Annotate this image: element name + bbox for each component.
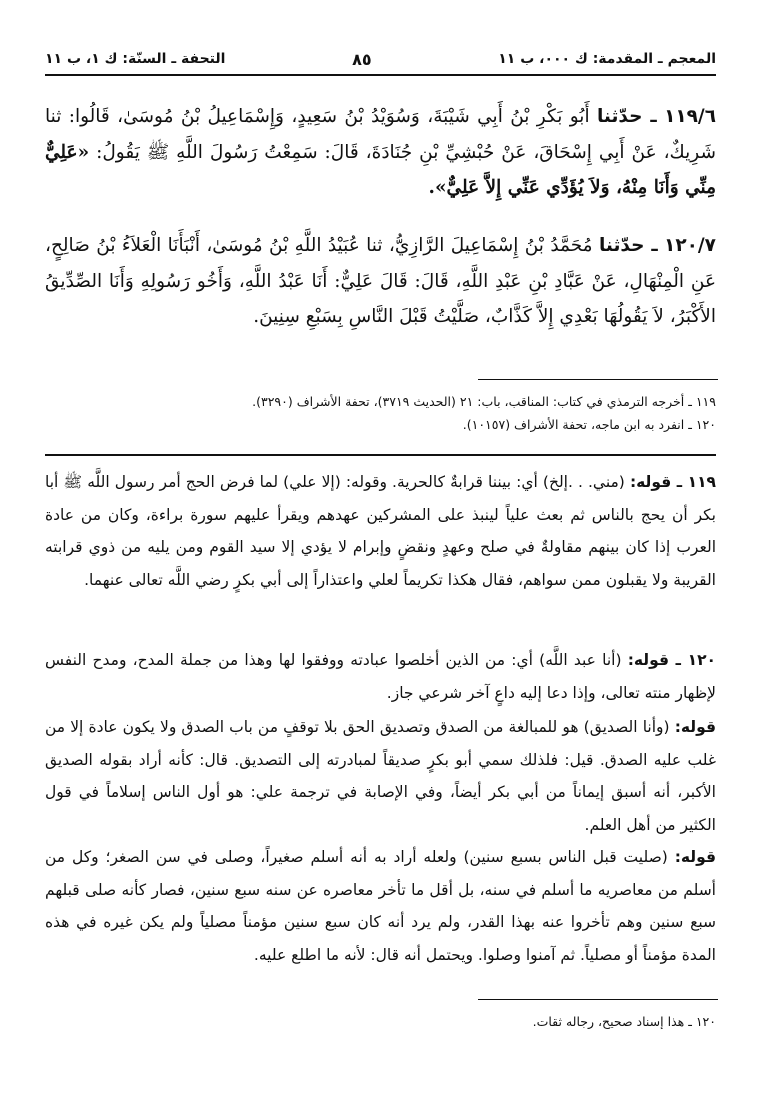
commentary-lead: قوله: (674, 848, 716, 866)
footnote-119: ١١٩ ـ أخرجه الترمذي في كتاب: المناقب، باب: ٢١ (الحديث ٣٧١٩)، تحفة الأشراف (٣٢٩٠). (252, 394, 716, 409)
commentary-lead: قوله: (674, 718, 716, 736)
hadith-text: أَبُو بَكْرِ بْنُ أَبِي شَيْبَةَ، وَسُوَيْدُ بْنُ سَعِيدٍ، وَإِسْمَاعِيلُ بْنُ مُوسَىٰ، قَالُوا: ثنا شَرِيكٌ، عَنْ أَبِي إِسْحَاقَ، عَنْ حُبْشِيِّ بْنِ جُنَادَةَ، قَالَ: سَمِعْتُ رَسُولَ اللَّهِ ﷺ يَقُولُ: (45, 106, 717, 163)
commentary-text: (مني. . .إلخ) أي: بيننا قرابةٌ كالحرية. وقوله: (إلا علي) لما فرض الحج أمر رسول اللَّه ﷺ أبا بكر أن يحج بالناس ثم بعث علياً لينبذ على المشركين عهدهم ويقرأ عليهم سورة براءة، وكان من عادة العرب إذا كان بينهم مقاولةٌ في صلح وعهدٍ ونقضٍ وإبرام لا يؤدي إلا سيد القوم ومن يليه من ذوي قرابته القريبة ولا يقبلون ممن سواهم، فقال هكذا تكريماً لعلي واعتذاراً إلى أبي بكرٍ رضي اللَّه تعالى عنهما. (45, 473, 716, 589)
footnote-120: ١٢٠ ـ انفرد به ابن ماجه، تحفة الأشراف (١٠١٥٧). (462, 417, 716, 432)
hadith-number: ١١٩/٦ (664, 106, 716, 127)
commentary-lead: ١٢٠ ـ قوله: (627, 651, 716, 669)
commentary-120 (45, 644, 716, 709)
commentary-text: (أنا عبد اللَّه) أي: من الذين أخلصوا عبادته ووفقوا لها وهذا من جملة المدح، ومدح النفس لإظهار منته تعالى، وإذا دعا إليه داعٍ آخر شرعي جاز. (45, 651, 716, 702)
commentary-text: (صليت قبل الناس بسبع سنين) ولعله أراد به أنه أسلم صغيراً، وصلى في سن الصغر؛ وكل من أسلم من معاصريه ما أسلم في سنه، بل أقل ما تأخر معاصره عن سنه سبع سنين، فصار كأنه صلى قبلهم سبع سنين وهم تأخروا عنه بهذا القدر، ولم يرد أنه كان سبع سنين مؤمناً مصلياً ولم يكن غيره في هذه المدة مؤمناً أو مصلياً. ثم آمنوا وصلوا. ويحتمل أنه قال: لأنه ما اطلع عليه. (45, 848, 716, 964)
commentary-lead: ١١٩ ـ قوله: (629, 473, 716, 491)
footnote-separator (478, 379, 718, 380)
commentary-prayed-before (45, 841, 716, 971)
hadith-119 (45, 99, 716, 206)
hadith-text: مُحَمَّدُ بْنُ إِسْمَاعِيلَ الرَّازِيُّ، ثنا عُبَيْدُ اللَّهِ بْنُ مُوسَىٰ، أَنْبَأَنَا الْعَلاَءُ بْنُ صَالِحٍ، عَنِ الْمِنْهَالِ، عَنْ عَبَّادِ بْنِ عَبْدِ اللَّهِ، قَالَ: قَالَ عَلِيٌّ: أَنَا عَبْدُ اللَّهِ، وَأَخُو رَسُولِهِ وَأَنَا الصِّدِّيقُ الأَكْبَرُ، لاَ يَقُولُهَا بَعْدِي إِلاَّ كَذَّابٌ، صَلَّيْتُ قَبْلَ النَّاسِ بِسَبْعِ سِنِينَ. (45, 235, 716, 327)
commentary-separator (45, 454, 716, 456)
commentary-text: (وأنا الصديق) هو للمبالغة من الصدق وتصديق الحق بلا توقفٍ من باب الصدق ولا يكون عادة إلا من غلب عليه الصدق. قيل: فلذلك سمي أبو بكرٍ صديقاً لمبادرته إلى التصديق. قال: كأنه أراد بقوله الصديق الأكبر، أنه أسبق إيماناً من أبي بكر أيضاً، وفي الإصابة في ترجمة علي: هو أول الناس إسلاماً في قول الكثير من أهل العلم. (45, 718, 716, 834)
hadith-lead: ـ حدّثنا (596, 106, 657, 127)
commentary-siddiq (45, 711, 716, 841)
header-right-reference: المعجم ـ المقدمة: ك ٠٠٠، ب ١١ (498, 51, 716, 67)
commentary-119 (45, 466, 716, 596)
header-left-reference: التحفة ـ السنّة: ك ١، ب ١١ (45, 51, 226, 67)
hadith-lead: ـ حدّثنا (598, 235, 658, 256)
running-header (45, 46, 716, 72)
bottom-footnote: ١٢٠ ـ هذا إسناد صحيح، رجاله ثقات. (532, 1014, 716, 1029)
hadith-120 (45, 228, 716, 335)
header-rule (45, 74, 716, 76)
hadith-number: ١٢٠/٧ (664, 235, 716, 256)
hadith-quote: «عَلِيٌّ مِنِّي وَأَنَا مِنْهُ، وَلاَ يُؤَدِّي عَنِّي إِلاَّ عَلِيٌّ». (45, 141, 716, 198)
page-number: ٨٥ (352, 49, 372, 69)
bottom-footnote-separator (478, 999, 718, 1000)
